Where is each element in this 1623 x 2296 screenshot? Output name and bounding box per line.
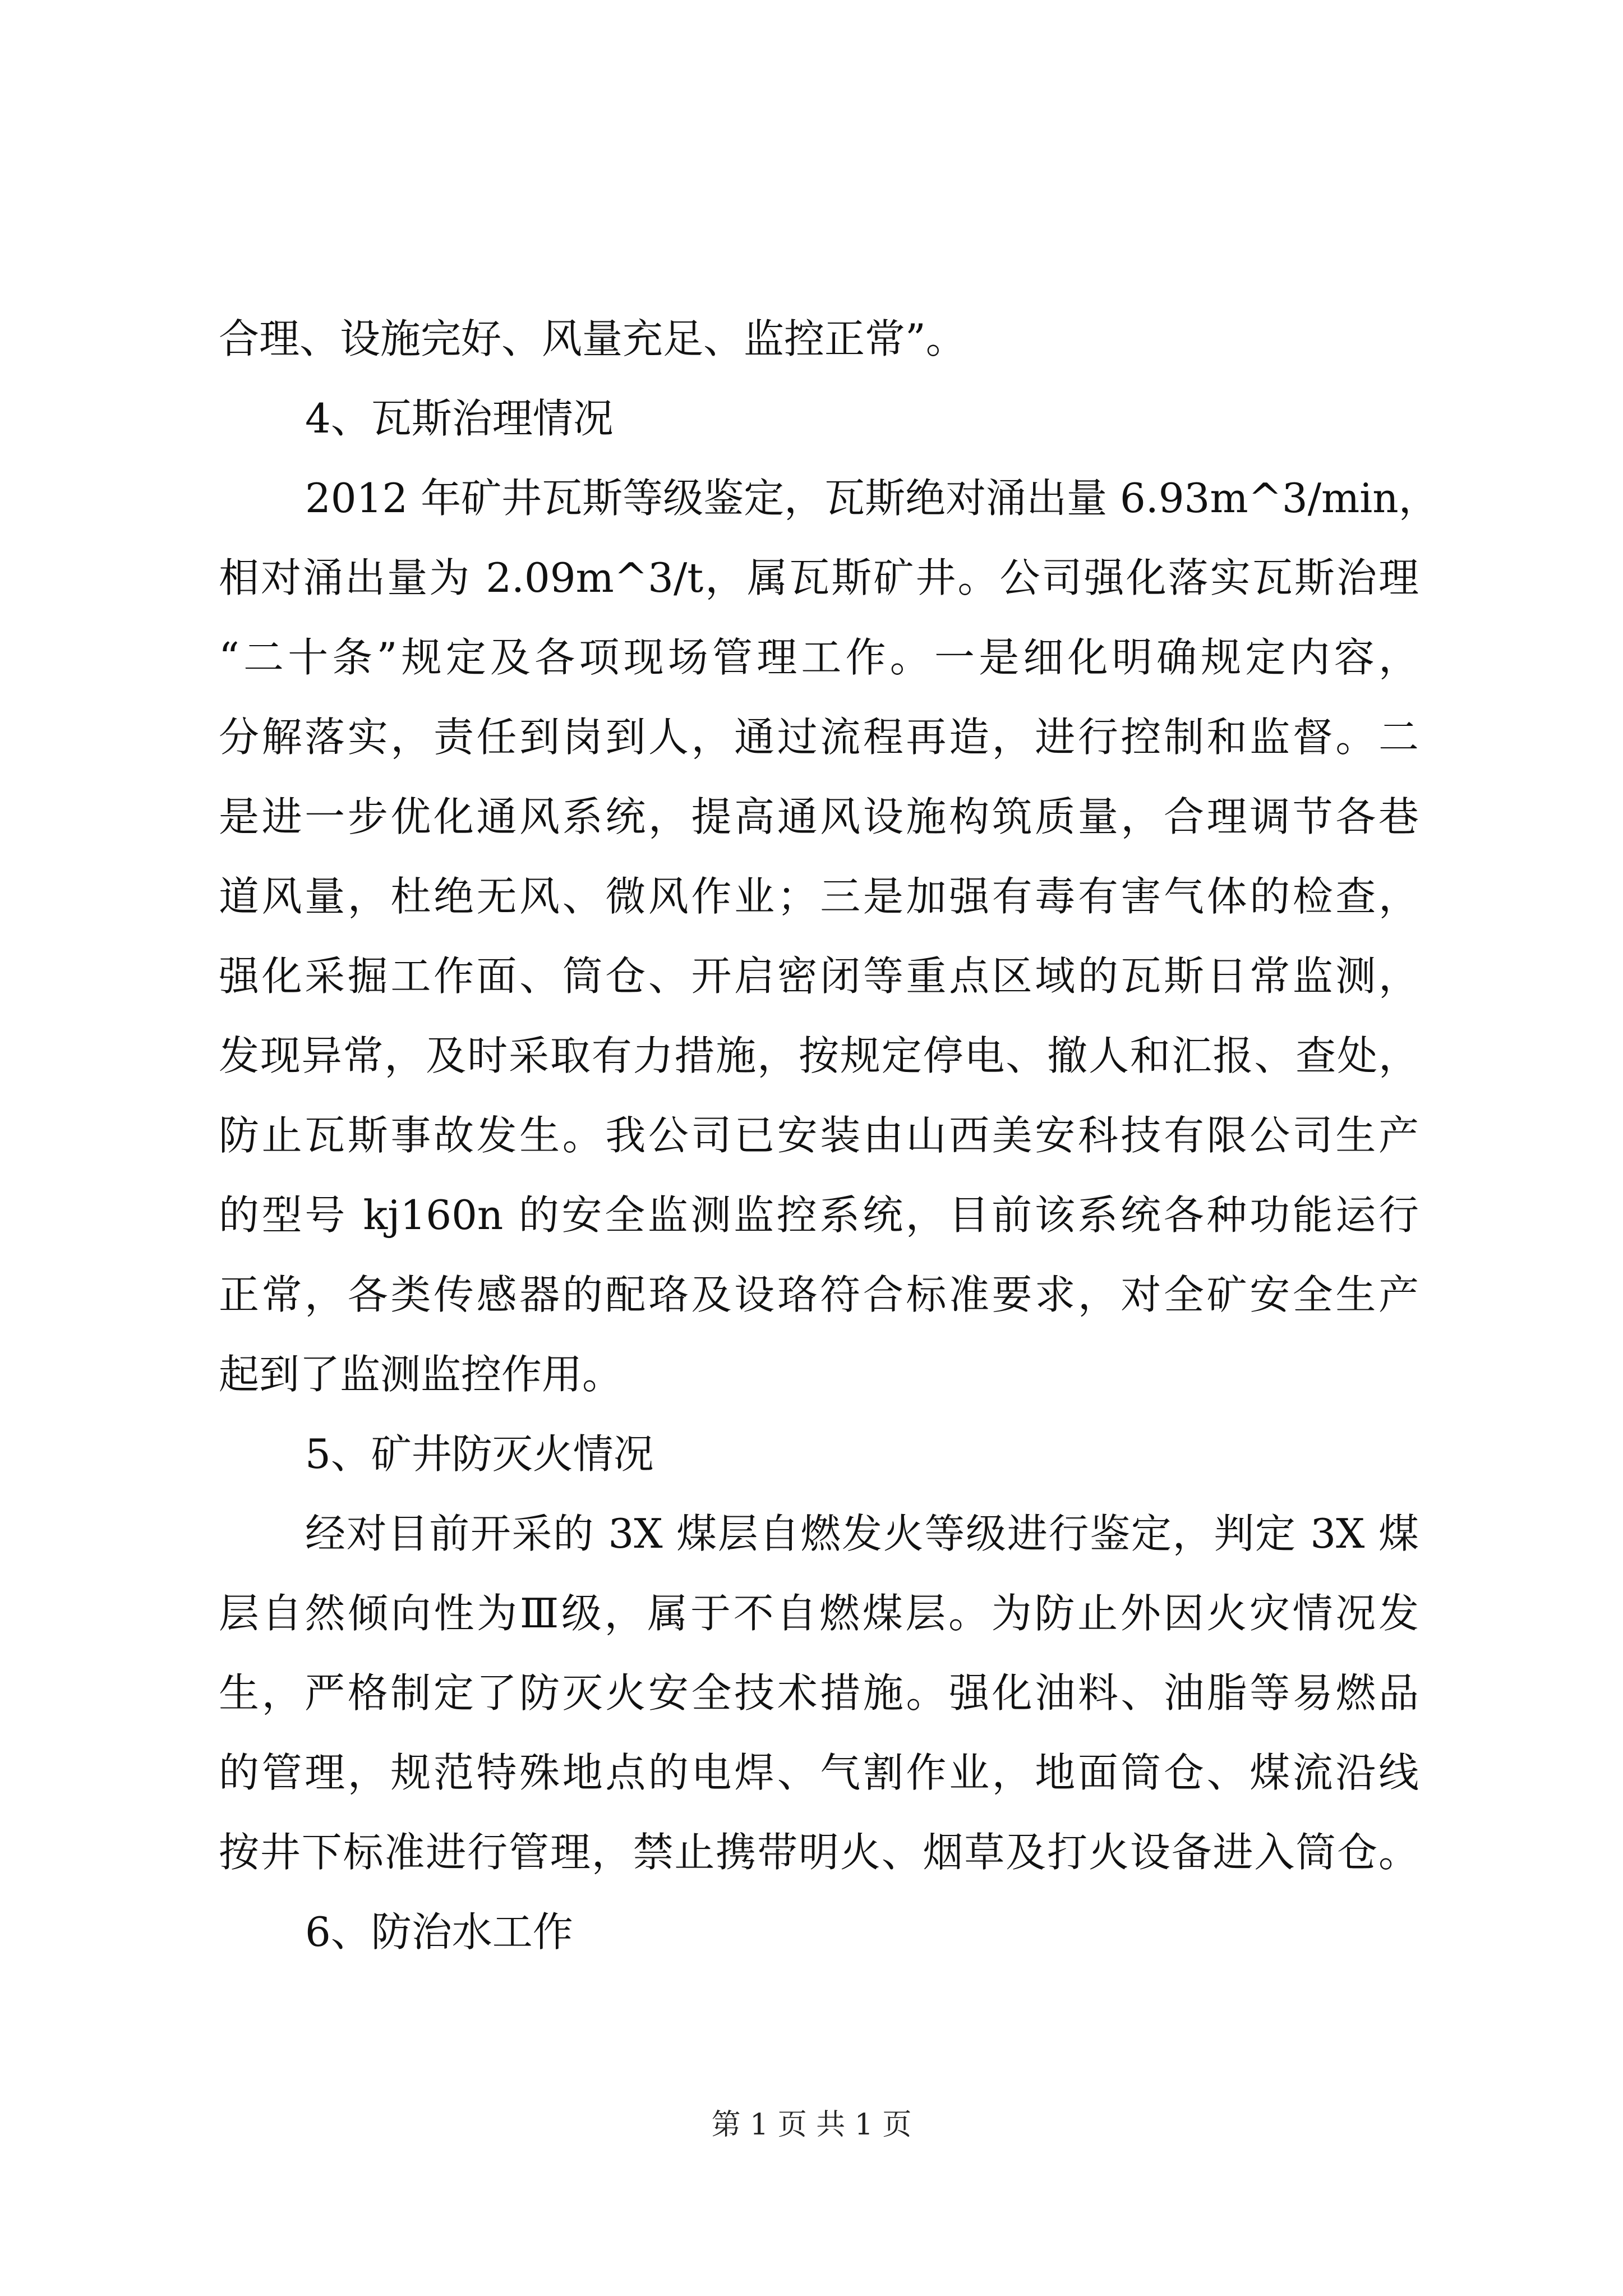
- paragraph-line: 正常，各类传感器的配珞及设珞符合标准要求，对全矿安全生产: [219, 1271, 1419, 1318]
- section-heading-gas: 4、瓦斯治理情况: [305, 395, 614, 442]
- paragraph-line: 合理、设施完好、风量充足、监控正常”。: [219, 315, 966, 362]
- paragraph-line: 分解落实，责任到岗到人，通过流程再造，进行控制和监督。二: [219, 714, 1419, 761]
- paragraph-line: “二十条”规定及各项现场管理工作。一是细化明确规定内容，: [219, 634, 1419, 681]
- paragraph-line: 层自然倾向性为Ⅲ级，属于不自燃煤层。为防止外因火灾情况发: [219, 1590, 1419, 1637]
- paragraph-line: 是进一步优化通风系统，提高通风设施构筑质量，合理调节各巷: [219, 793, 1419, 840]
- paragraph-line: 的管理，规范特殊地点的电焊、气割作业，地面筒仓、煤流沿线: [219, 1749, 1419, 1796]
- paragraph-line: 2012 年矿井瓦斯等级鉴定，瓦斯绝对涌出量 6.93m^3/min，: [305, 475, 1439, 522]
- paragraph-line: 相对涌出量为 2.09m^3/t，属瓦斯矿井。公司强化落实瓦斯治理: [219, 554, 1419, 601]
- page-footer: 第 1 页 共 1 页: [711, 2108, 912, 2142]
- section-heading-water: 6、防治水工作: [305, 1908, 573, 1955]
- paragraph-line: 发现异常，及时采取有力措施，按规定停电、撤人和汇报、查处，: [219, 1032, 1419, 1079]
- section-heading-fire: 5、矿井防灭火情况: [305, 1430, 654, 1478]
- paragraph-line: 强化采掘工作面、筒仓、开启密闭等重点区域的瓦斯日常监测，: [219, 953, 1419, 1000]
- paragraph-line: 的型号 kj160n 的安全监测监控系统，目前该系统各种功能运行: [219, 1191, 1419, 1239]
- paragraph-line: 道风量，杜绝无风、微风作业；三是加强有毒有害气体的检查，: [219, 873, 1419, 920]
- paragraph-line: 生，严格制定了防灭火安全技术措施。强化油料、油脂等易燃品: [219, 1669, 1419, 1717]
- paragraph-line: 防止瓦斯事故发生。我公司已安装由山西美安科技有限公司生产: [219, 1112, 1419, 1159]
- paragraph-line: 起到了监测监控作用。: [219, 1351, 623, 1398]
- paragraph-line: 经对目前开采的 3X 煤层自燃发火等级进行鉴定，判定 3X 煤: [305, 1510, 1419, 1557]
- paragraph-line: 按井下标准进行管理，禁止携带明火、烟草及打火设备进入筒仓。: [219, 1829, 1419, 1876]
